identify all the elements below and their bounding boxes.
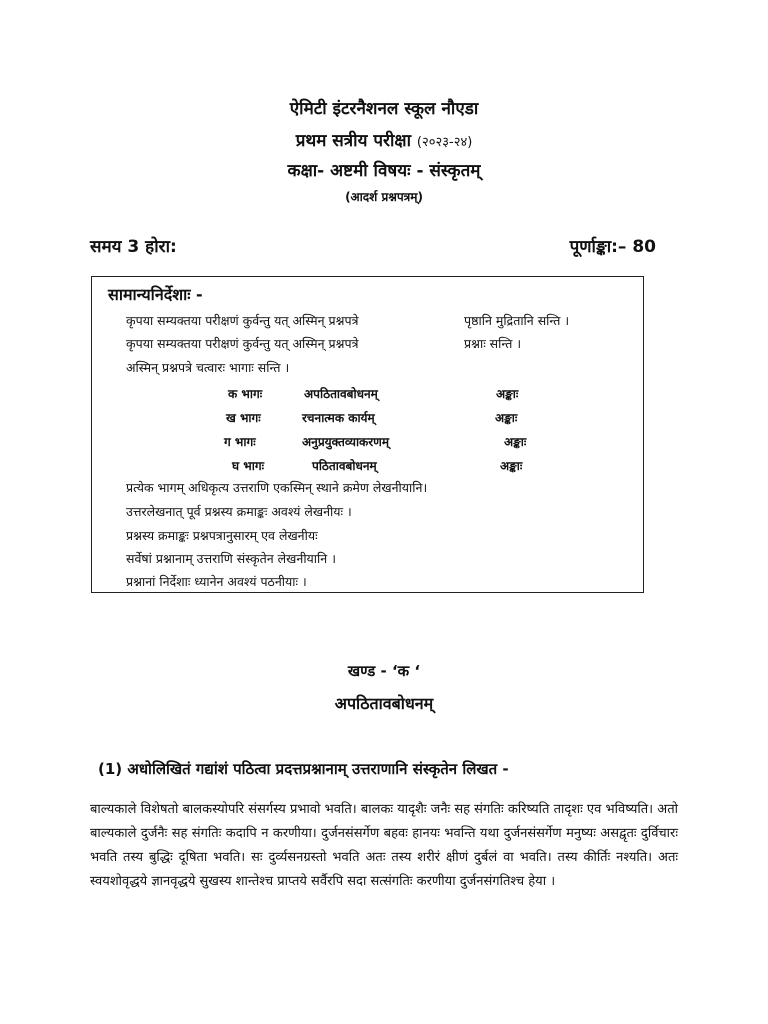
section-part: ख भागः (226, 411, 261, 425)
exam-title (0, 128, 768, 151)
reading-passage: बाल्यकाले विशेषतो बालकस्योपरि संसर्गस्य प्रभावो भवति। बालकः यादृशैः जनैः सह संगतिः करिष्यति तादृशः एव भविष्यति। अतो बाल्यकाले दुर्जनैः सह संगतिः कदापि न करणीया। दुर्जनसंसर्गेण बहवः हानयः भवन्ति यथा दुर्जनसंसर्गेण मनुष्यः असद्वृतः दुर्विचारः भवति तस्य बुद्धिः दूषिता भवति। सः दुर्व्यसनग्रस्तो भवति अतः तस्य शरीरं क्षीणं दुर्बलं वा भवति। तस्य कीर्तिः नश्यति। अतः स्वयशोवृद्धये ज्ञानवृद्धये सुखस्य शान्तेश्च प्राप्तये सर्वैरपि सदा सत्संगतिः करणीया दुर्जनसंगतिश्च हेया । (90, 802, 678, 889)
instruction-line-1-tail: पृष्ठानि मुद्रितानि सन्ति । (464, 313, 570, 328)
section-heading: खण्ड - ‘क ‘ (347, 662, 421, 680)
paper-type: (आदर्श प्रश्नपत्रम्) (345, 190, 423, 204)
section-marks: अङ्काः (500, 459, 523, 473)
section-title: अपठितावबोधनम् (334, 694, 434, 713)
general-instructions-box (91, 276, 644, 593)
exam-year: (२०२३-२४) (416, 135, 473, 150)
section-part: ग भागः (224, 435, 256, 449)
instruction-line-2-tail: प्रश्नाः सन्ति । (464, 336, 522, 351)
section-name: अपठितावबोधनम् (304, 387, 378, 401)
section-name: रचनात्मक कार्यम् (302, 411, 375, 425)
section-part: घ भागः (232, 459, 264, 473)
section-name: अनुप्रयुक्तव्याकरणम् (302, 435, 390, 449)
question-1: (1) अधोलिखितं गद्यांशं पठित्वा प्रदत्तप्रश्नानाम् उत्तराणानि संस्कृतेन लिखत - (98, 760, 509, 778)
instruction-line-8: प्रश्नानां निर्देशाः ध्यानेन अवश्यं पठनीयाः । (126, 574, 307, 589)
section-marks: अङ्काः (504, 435, 527, 449)
time-allowed: समय 3 होरा: (90, 237, 177, 257)
section-marks: अङ्काः (495, 411, 518, 425)
instruction-line-2: कृपया सम्यक्तया परीक्षणं कुर्वन्तु यत् अस्मिन् प्रश्नपत्रे (126, 336, 359, 351)
instruction-line-3: अस्मिन् प्रश्नपत्रे चत्वारः भागाः सन्ति । (126, 360, 290, 375)
instruction-line-6: प्रश्नस्य क्रमाङ्कः प्रश्नपत्रानुसारम् एव लेखनीयः (126, 528, 318, 543)
instruction-line-5: उत्तरलेखनात् पूर्व प्रश्नस्य क्रमाङ्कः अवश्यं लेखनीयः । (126, 504, 352, 519)
section-marks: अङ्काः (496, 387, 519, 401)
instruction-line-4: प्रत्येक भागम् अधिकृत्य उत्तराणि एकस्मिन् स्थाने क्रमेण लेखनीयानि। (126, 480, 428, 495)
instruction-line-1: कृपया सम्यक्तया परीक्षणं कुर्वन्तु यत् अस्मिन् प्रश्नपत्रे (126, 313, 359, 328)
class-subject: कक्षा- अष्टमी विषयः - संस्कृतम् (287, 161, 481, 181)
instructions-title: सामान्यनिर्देशाः - (108, 285, 203, 304)
section-name: पठितावबोधनम् (312, 459, 377, 473)
section-part: क भागः (228, 387, 263, 401)
exam-name: प्रथम सत्रीय परीक्षा (295, 131, 411, 151)
school-name: ऐमिटी इंटरनैशनल स्कूल नौएडा (289, 99, 479, 119)
instruction-line-7: सर्वेषां प्रश्नानाम् उत्तराणि संस्कृतेन लेखनीयानि । (126, 551, 336, 566)
max-marks: पूर्णाङ्का:– 80 (569, 237, 656, 257)
